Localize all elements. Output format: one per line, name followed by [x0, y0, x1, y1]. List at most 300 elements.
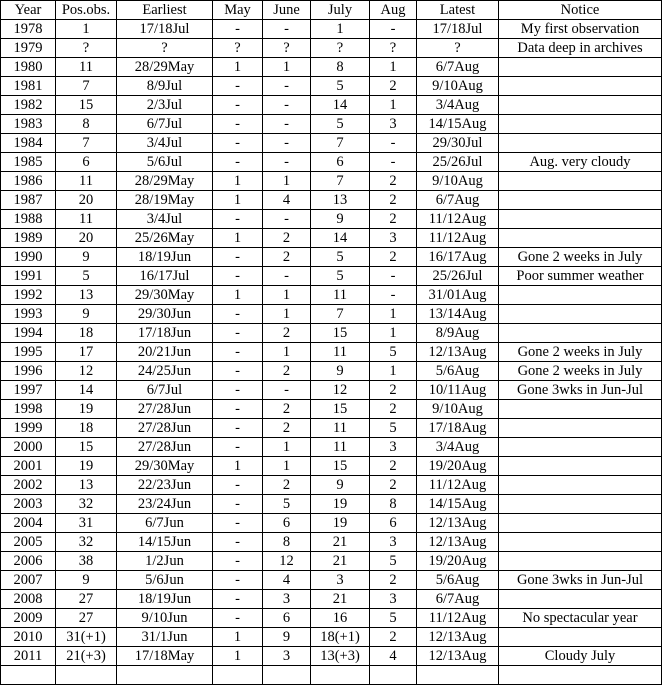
cell-earliest: 3/4Jul	[117, 210, 213, 229]
cell-latest: 9/10Aug	[417, 172, 499, 191]
cell-empty	[370, 666, 417, 685]
cell-year: 1984	[1, 134, 56, 153]
cell-pos-obs: 19	[56, 457, 117, 476]
cell-notice	[499, 286, 662, 305]
cell-may: -	[213, 381, 263, 400]
table-row	[1, 324, 662, 343]
cell-earliest: 8/9Jul	[117, 77, 213, 96]
cell-pos-obs: 6	[56, 153, 117, 172]
cell-july: 19	[311, 495, 370, 514]
cell-july: 21	[311, 552, 370, 571]
cell-pos-obs: 13	[56, 476, 117, 495]
table-row	[1, 476, 662, 495]
cell-empty	[311, 666, 370, 685]
cell-may: -	[213, 495, 263, 514]
cell-earliest: 17/18Jun	[117, 324, 213, 343]
cell-aug: 1	[370, 58, 417, 77]
cell-year: 1996	[1, 362, 56, 381]
cell-latest: 25/26Jul	[417, 267, 499, 286]
cell-aug: 2	[370, 381, 417, 400]
cell-pos-obs: 21(+3)	[56, 647, 117, 666]
cell-year: 2007	[1, 571, 56, 590]
cell-may: 1	[213, 628, 263, 647]
cell-pos-obs: 20	[56, 191, 117, 210]
cell-aug: 1	[370, 305, 417, 324]
cell-june: 12	[263, 552, 311, 571]
cell-year: 2004	[1, 514, 56, 533]
cell-may: 1	[213, 647, 263, 666]
cell-pos-obs: 15	[56, 96, 117, 115]
table-row	[1, 419, 662, 438]
cell-july: 5	[311, 77, 370, 96]
table-row	[1, 58, 662, 77]
cell-july: 15	[311, 400, 370, 419]
cell-july: 9	[311, 210, 370, 229]
cell-july: 9	[311, 362, 370, 381]
cell-year: 2006	[1, 552, 56, 571]
cell-pos-obs: 32	[56, 533, 117, 552]
cell-aug: 5	[370, 343, 417, 362]
cell-aug: 2	[370, 400, 417, 419]
cell-pos-obs: 18	[56, 419, 117, 438]
cell-latest: 14/15Aug	[417, 115, 499, 134]
cell-earliest: 24/25Jun	[117, 362, 213, 381]
cell-notice	[499, 115, 662, 134]
table-row	[1, 134, 662, 153]
cell-aug: -	[370, 286, 417, 305]
table-row	[1, 20, 662, 39]
cell-earliest: 18/19Jun	[117, 590, 213, 609]
cell-year: 1983	[1, 115, 56, 134]
cell-latest: 10/11Aug	[417, 381, 499, 400]
cell-may: -	[213, 248, 263, 267]
cell-june: 8	[263, 533, 311, 552]
cell-latest: 19/20Aug	[417, 552, 499, 571]
cell-latest: 5/6Aug	[417, 362, 499, 381]
cell-notice	[499, 58, 662, 77]
cell-year: 1986	[1, 172, 56, 191]
cell-pos-obs: 31(+1)	[56, 628, 117, 647]
cell-earliest: 28/29May	[117, 172, 213, 191]
cell-july: 13(+3)	[311, 647, 370, 666]
cell-earliest: 1/2Jun	[117, 552, 213, 571]
header-july: July	[311, 1, 370, 20]
cell-earliest: 28/19May	[117, 191, 213, 210]
cell-june: 2	[263, 324, 311, 343]
table-row	[1, 248, 662, 267]
cell-july: 7	[311, 134, 370, 153]
cell-aug: -	[370, 134, 417, 153]
cell-year: 1989	[1, 229, 56, 248]
cell-may: -	[213, 419, 263, 438]
cell-may: -	[213, 476, 263, 495]
cell-latest: 11/12Aug	[417, 210, 499, 229]
cell-earliest: 20/21Jun	[117, 343, 213, 362]
cell-year: 1997	[1, 381, 56, 400]
cell-pos-obs: 31	[56, 514, 117, 533]
cell-june: 4	[263, 571, 311, 590]
cell-notice: Gone 2 weeks in July	[499, 248, 662, 267]
cell-year: 2010	[1, 628, 56, 647]
cell-latest: 9/10Aug	[417, 77, 499, 96]
cell-june: 3	[263, 647, 311, 666]
cell-may: -	[213, 400, 263, 419]
cell-july: 13	[311, 191, 370, 210]
header-notice: Notice	[499, 1, 662, 20]
cell-july: 12	[311, 381, 370, 400]
table-row	[1, 210, 662, 229]
cell-notice: Cloudy July	[499, 647, 662, 666]
cell-aug: 2	[370, 210, 417, 229]
cell-pos-obs: 13	[56, 286, 117, 305]
cell-empty	[417, 666, 499, 685]
cell-latest: ?	[417, 39, 499, 58]
cell-aug: 2	[370, 248, 417, 267]
cell-july: 14	[311, 229, 370, 248]
cell-earliest: 27/28Jun	[117, 400, 213, 419]
cell-june: -	[263, 20, 311, 39]
cell-may: ?	[213, 39, 263, 58]
table-row	[1, 96, 662, 115]
cell-latest: 13/14Aug	[417, 305, 499, 324]
cell-year: 1985	[1, 153, 56, 172]
cell-july: 11	[311, 286, 370, 305]
cell-may: 1	[213, 58, 263, 77]
cell-pos-obs: 1	[56, 20, 117, 39]
cell-notice	[499, 533, 662, 552]
cell-june: ?	[263, 39, 311, 58]
cell-pos-obs: 8	[56, 115, 117, 134]
header-row	[1, 1, 662, 20]
cell-may: -	[213, 552, 263, 571]
cell-aug: 2	[370, 172, 417, 191]
cell-june: 2	[263, 419, 311, 438]
cell-june: 1	[263, 457, 311, 476]
cell-july: ?	[311, 39, 370, 58]
cell-may: -	[213, 324, 263, 343]
table-row	[1, 514, 662, 533]
table-row	[1, 77, 662, 96]
cell-july: 3	[311, 571, 370, 590]
cell-aug: 3	[370, 438, 417, 457]
cell-earliest: 23/24Jun	[117, 495, 213, 514]
cell-pos-obs: 9	[56, 248, 117, 267]
cell-pos-obs: 11	[56, 172, 117, 191]
cell-earliest: 5/6Jul	[117, 153, 213, 172]
cell-earliest: 9/10Jun	[117, 609, 213, 628]
cell-june: 1	[263, 305, 311, 324]
table-row	[1, 590, 662, 609]
cell-june: -	[263, 96, 311, 115]
cell-year: 1999	[1, 419, 56, 438]
cell-july: 16	[311, 609, 370, 628]
cell-june: 2	[263, 248, 311, 267]
cell-may: -	[213, 343, 263, 362]
cell-earliest: 3/4Jul	[117, 134, 213, 153]
table-row	[1, 457, 662, 476]
cell-pos-obs: 9	[56, 305, 117, 324]
cell-pos-obs: 17	[56, 343, 117, 362]
cell-earliest: 25/26May	[117, 229, 213, 248]
cell-aug: 2	[370, 571, 417, 590]
cell-latest: 11/12Aug	[417, 229, 499, 248]
cell-notice	[499, 172, 662, 191]
cell-latest: 29/30Jul	[417, 134, 499, 153]
cell-june: -	[263, 381, 311, 400]
cell-notice	[499, 191, 662, 210]
header-aug: Aug	[370, 1, 417, 20]
header-latest: Latest	[417, 1, 499, 20]
cell-june: 6	[263, 514, 311, 533]
cell-latest: 16/17Aug	[417, 248, 499, 267]
cell-notice	[499, 134, 662, 153]
cell-latest: 11/12Aug	[417, 476, 499, 495]
cell-notice	[499, 495, 662, 514]
cell-july: 21	[311, 533, 370, 552]
cell-empty	[1, 666, 56, 685]
cell-may: -	[213, 77, 263, 96]
cell-june: 1	[263, 286, 311, 305]
cell-notice	[499, 324, 662, 343]
cell-notice	[499, 400, 662, 419]
cell-july: 5	[311, 248, 370, 267]
cell-june: -	[263, 115, 311, 134]
cell-year: 1998	[1, 400, 56, 419]
cell-aug: 3	[370, 533, 417, 552]
cell-aug: -	[370, 267, 417, 286]
cell-aug: 5	[370, 552, 417, 571]
cell-earliest: 29/30May	[117, 457, 213, 476]
cell-year: 1994	[1, 324, 56, 343]
cell-year: 1991	[1, 267, 56, 286]
cell-year: 2005	[1, 533, 56, 552]
cell-year: 2009	[1, 609, 56, 628]
cell-may: -	[213, 115, 263, 134]
cell-notice	[499, 438, 662, 457]
cell-aug: 3	[370, 115, 417, 134]
table-row	[1, 571, 662, 590]
cell-year: 1992	[1, 286, 56, 305]
cell-june: 2	[263, 476, 311, 495]
table-body	[1, 20, 662, 685]
cell-earliest: 29/30Jun	[117, 305, 213, 324]
cell-latest: 14/15Aug	[417, 495, 499, 514]
cell-aug: 8	[370, 495, 417, 514]
header-may: May	[213, 1, 263, 20]
table-row	[1, 362, 662, 381]
cell-notice	[499, 457, 662, 476]
cell-earliest: 6/7Jul	[117, 381, 213, 400]
cell-aug: 2	[370, 628, 417, 647]
cell-latest: 12/13Aug	[417, 647, 499, 666]
cell-notice: Gone 3wks in Jun-Jul	[499, 571, 662, 590]
cell-earliest: 28/29May	[117, 58, 213, 77]
cell-may: -	[213, 305, 263, 324]
cell-year: 1982	[1, 96, 56, 115]
cell-july: 15	[311, 324, 370, 343]
cell-latest: 11/12Aug	[417, 609, 499, 628]
cell-may: 1	[213, 229, 263, 248]
cell-earliest: 31/1Jun	[117, 628, 213, 647]
cell-june: -	[263, 267, 311, 286]
cell-latest: 5/6Aug	[417, 571, 499, 590]
cell-aug: 4	[370, 647, 417, 666]
cell-earliest: 6/7Jun	[117, 514, 213, 533]
cell-july: 7	[311, 305, 370, 324]
cell-year: 1978	[1, 20, 56, 39]
cell-latest: 6/7Aug	[417, 58, 499, 77]
table-row	[1, 343, 662, 362]
cell-may: -	[213, 134, 263, 153]
cell-notice	[499, 77, 662, 96]
cell-year: 1995	[1, 343, 56, 362]
cell-latest: 9/10Aug	[417, 400, 499, 419]
cell-latest: 25/26Jul	[417, 153, 499, 172]
cell-latest: 8/9Aug	[417, 324, 499, 343]
cell-notice	[499, 514, 662, 533]
cell-notice	[499, 305, 662, 324]
cell-pos-obs: 11	[56, 210, 117, 229]
cell-latest: 3/4Aug	[417, 438, 499, 457]
table-row	[1, 381, 662, 400]
cell-aug: 2	[370, 77, 417, 96]
cell-notice: My first observation	[499, 20, 662, 39]
cell-year: 1979	[1, 39, 56, 58]
cell-earliest: 17/18May	[117, 647, 213, 666]
cell-earliest: 27/28Jun	[117, 438, 213, 457]
cell-july: 8	[311, 58, 370, 77]
cell-aug: 3	[370, 229, 417, 248]
cell-pos-obs: 14	[56, 381, 117, 400]
table-row	[1, 533, 662, 552]
table-row	[1, 172, 662, 191]
cell-notice	[499, 628, 662, 647]
cell-june: 4	[263, 191, 311, 210]
cell-latest: 12/13Aug	[417, 533, 499, 552]
cell-may: -	[213, 20, 263, 39]
cell-june: 9	[263, 628, 311, 647]
table-row	[1, 191, 662, 210]
table-row	[1, 229, 662, 248]
table-row	[1, 400, 662, 419]
table-row	[1, 438, 662, 457]
cell-july: 1	[311, 20, 370, 39]
cell-year: 2002	[1, 476, 56, 495]
cell-earliest: 16/17Jul	[117, 267, 213, 286]
cell-latest: 3/4Aug	[417, 96, 499, 115]
cell-pos-obs: 20	[56, 229, 117, 248]
cell-empty	[117, 666, 213, 685]
cell-june: 1	[263, 58, 311, 77]
cell-july: 5	[311, 267, 370, 286]
cell-earliest: 2/3Jul	[117, 96, 213, 115]
cell-latest: 17/18Aug	[417, 419, 499, 438]
cell-notice	[499, 552, 662, 571]
cell-pos-obs: 5	[56, 267, 117, 286]
cell-pos-obs: 9	[56, 571, 117, 590]
cell-may: 1	[213, 191, 263, 210]
cell-may: -	[213, 514, 263, 533]
cell-may: 1	[213, 457, 263, 476]
cell-pos-obs: 11	[56, 58, 117, 77]
cell-may: -	[213, 438, 263, 457]
cell-earliest: 14/15Jun	[117, 533, 213, 552]
cell-empty	[499, 666, 662, 685]
cell-year: 1990	[1, 248, 56, 267]
cell-may: -	[213, 362, 263, 381]
cell-year: 1980	[1, 58, 56, 77]
cell-latest: 6/7Aug	[417, 590, 499, 609]
cell-may: -	[213, 533, 263, 552]
cell-year: 1993	[1, 305, 56, 324]
table-row	[1, 647, 662, 666]
cell-july: 11	[311, 419, 370, 438]
cell-june: 2	[263, 362, 311, 381]
cell-july: 19	[311, 514, 370, 533]
cell-may: 1	[213, 172, 263, 191]
cell-june: 1	[263, 438, 311, 457]
cell-pos-obs: 27	[56, 609, 117, 628]
cell-july: 21	[311, 590, 370, 609]
table-row	[1, 153, 662, 172]
table-row	[1, 39, 662, 58]
table-row	[1, 286, 662, 305]
cell-june: 3	[263, 590, 311, 609]
cell-notice: Data deep in archives	[499, 39, 662, 58]
cell-notice	[499, 419, 662, 438]
cell-may: -	[213, 267, 263, 286]
cell-earliest: 18/19Jun	[117, 248, 213, 267]
cell-pos-obs: ?	[56, 39, 117, 58]
cell-empty	[213, 666, 263, 685]
cell-pos-obs: 38	[56, 552, 117, 571]
header-earliest: Earliest	[117, 1, 213, 20]
cell-may: -	[213, 153, 263, 172]
cell-aug: 6	[370, 514, 417, 533]
cell-year: 2000	[1, 438, 56, 457]
header-june: June	[263, 1, 311, 20]
cell-june: 5	[263, 495, 311, 514]
cell-latest: 31/01Aug	[417, 286, 499, 305]
cell-july: 15	[311, 457, 370, 476]
cell-latest: 19/20Aug	[417, 457, 499, 476]
cell-aug: 2	[370, 191, 417, 210]
table-row	[1, 609, 662, 628]
cell-earliest: 5/6Jun	[117, 571, 213, 590]
header-year: Year	[1, 1, 56, 20]
cell-notice	[499, 210, 662, 229]
cell-earliest: 27/28Jun	[117, 419, 213, 438]
table-row	[1, 115, 662, 134]
cell-july: 11	[311, 438, 370, 457]
cell-june: 6	[263, 609, 311, 628]
cell-july: 11	[311, 343, 370, 362]
cell-latest: 12/13Aug	[417, 343, 499, 362]
table-row	[1, 628, 662, 647]
cell-year: 2003	[1, 495, 56, 514]
table-row-empty	[1, 666, 662, 685]
cell-aug: 3	[370, 590, 417, 609]
cell-june: 2	[263, 229, 311, 248]
table-row	[1, 495, 662, 514]
cell-pos-obs: 19	[56, 400, 117, 419]
cell-pos-obs: 15	[56, 438, 117, 457]
cell-aug: 1	[370, 362, 417, 381]
cell-may: -	[213, 590, 263, 609]
cell-june: 2	[263, 400, 311, 419]
cell-latest: 12/13Aug	[417, 514, 499, 533]
cell-july: 14	[311, 96, 370, 115]
